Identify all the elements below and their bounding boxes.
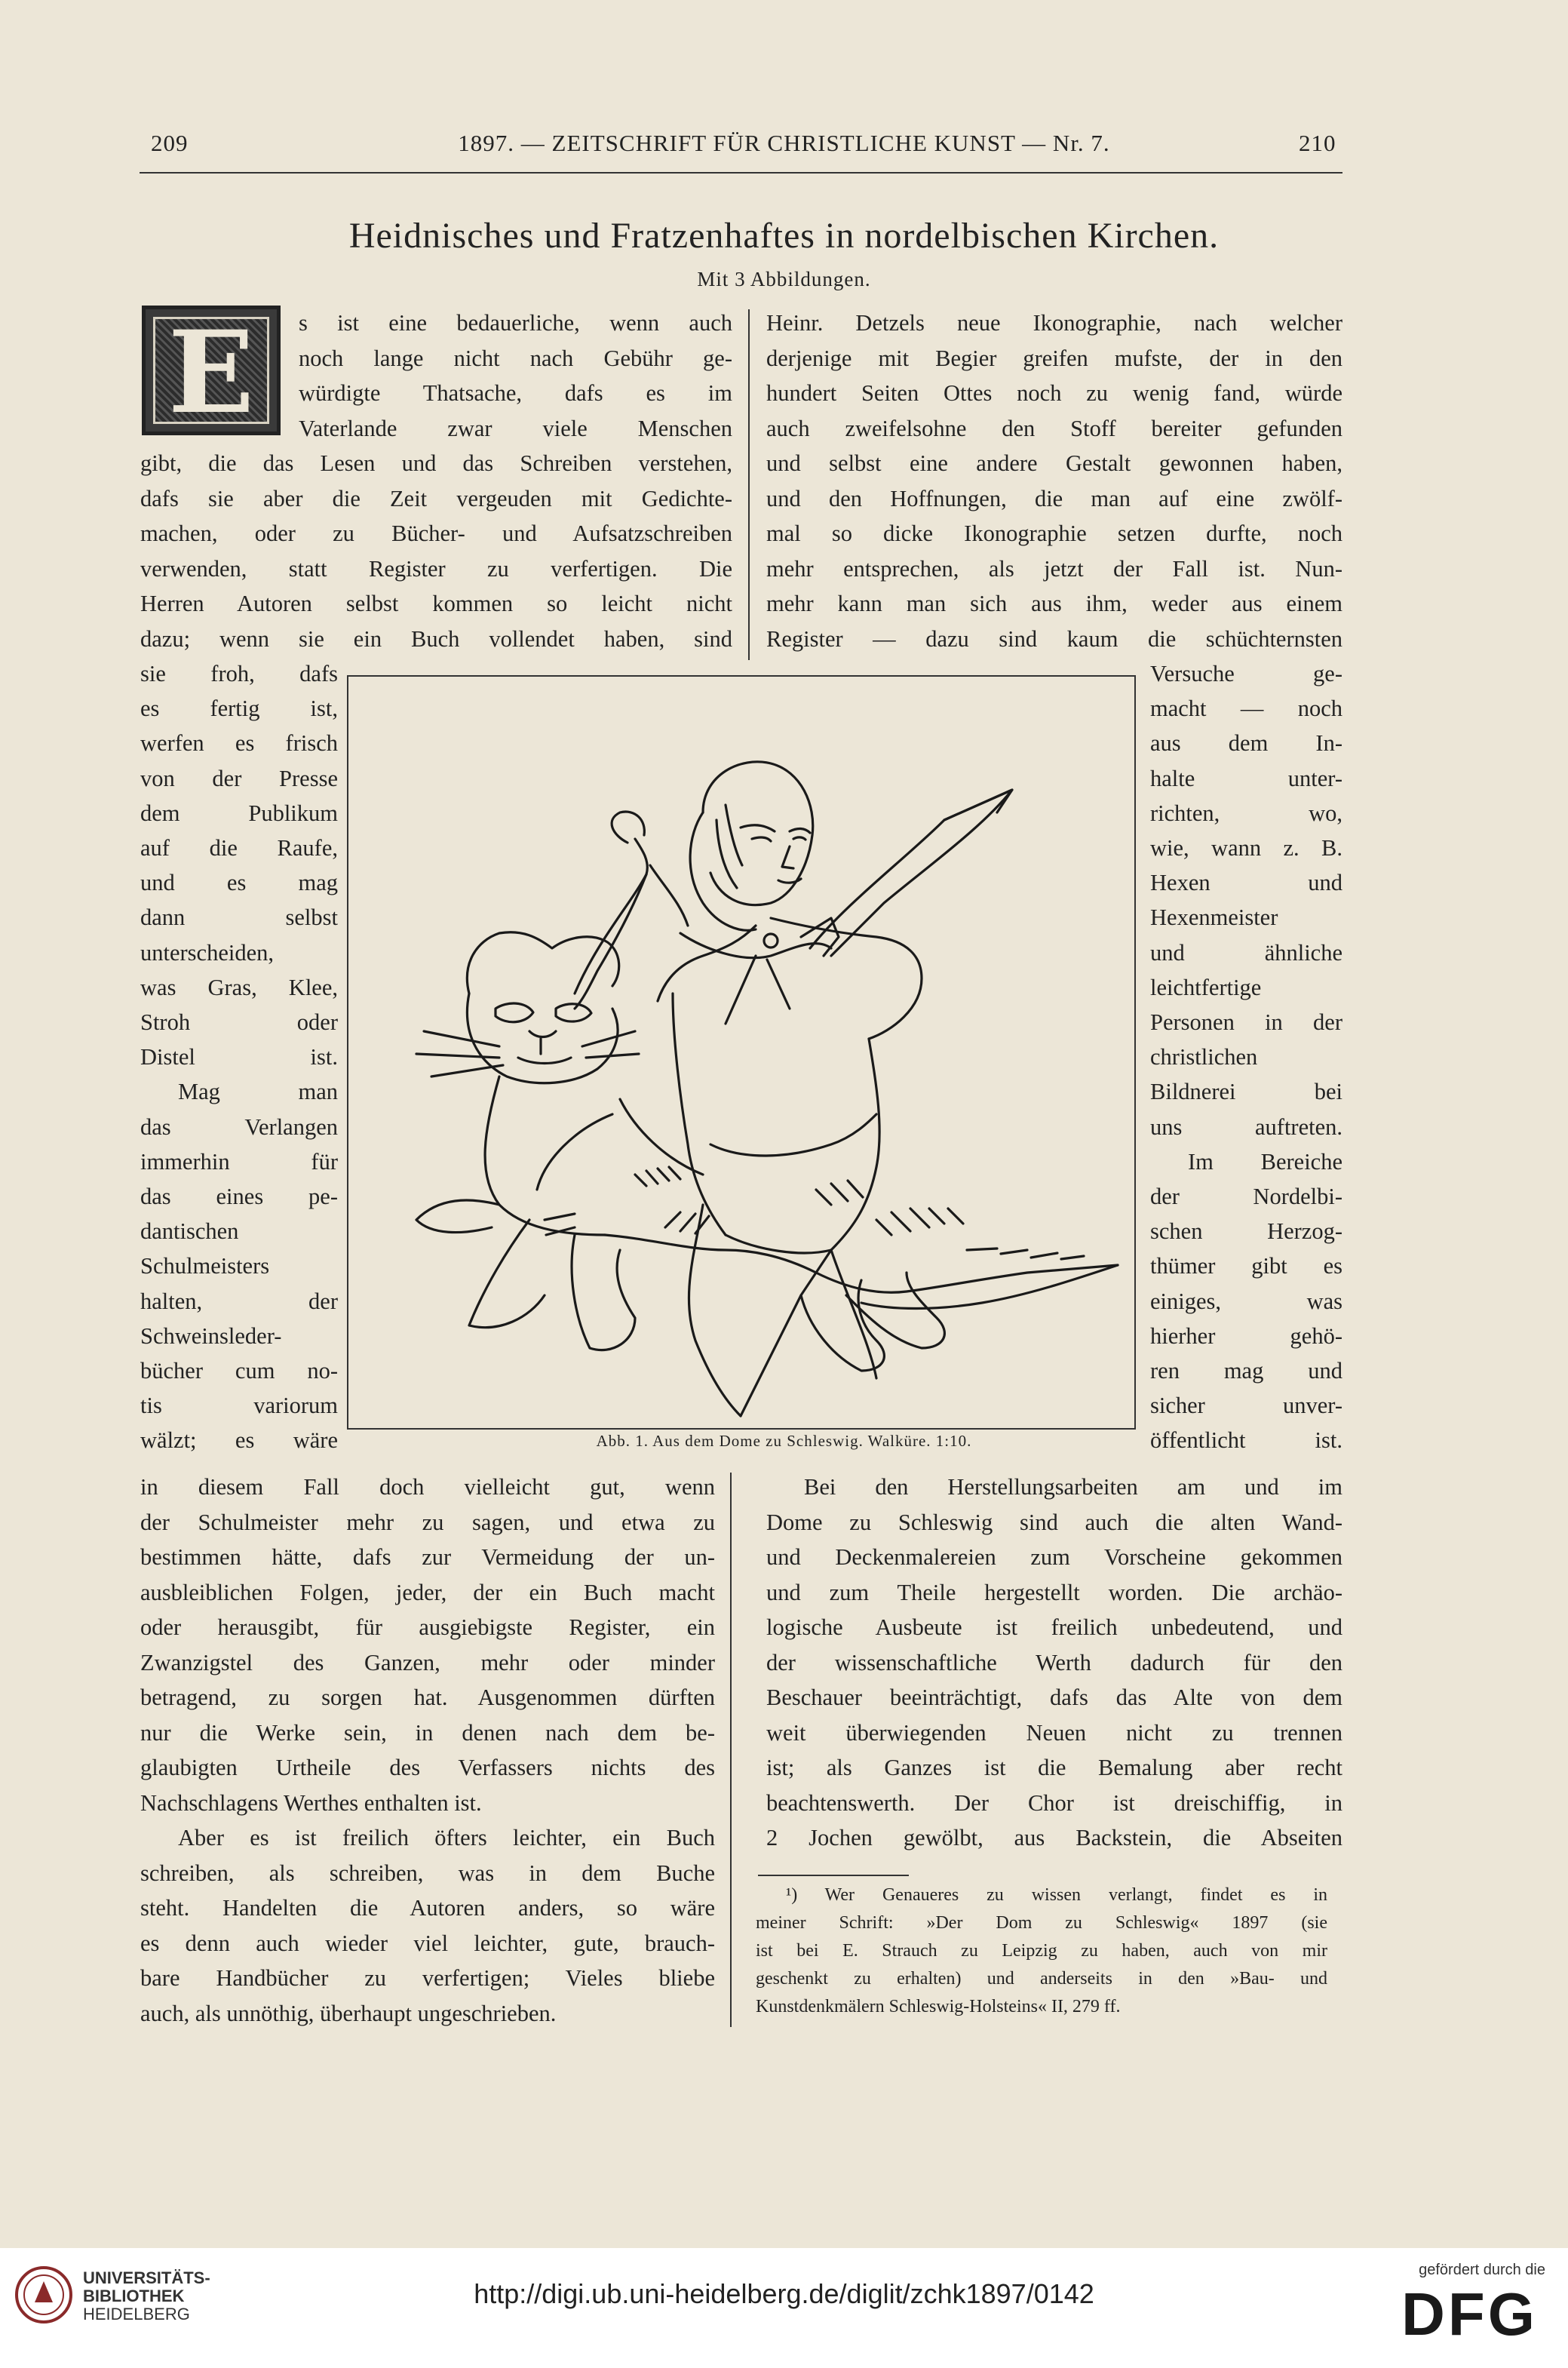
figure-caption: Abb. 1. Aus dem Dome zu Schleswig. Walküre. 1:10. bbox=[596, 1432, 972, 1450]
bottom-right-line: und Deckenmalereien zum Vorscheine gekommen bbox=[766, 1544, 1342, 1570]
bottom-right-line: weit überwiegenden Neuen nicht zu trennen bbox=[766, 1719, 1342, 1746]
bottom-left-line: bare Handbücher zu verfertigen; Vieles bliebe bbox=[140, 1965, 715, 1991]
bottom-left-line: es denn auch wieder viel leichter, gute, brauch- bbox=[140, 1930, 715, 1956]
dfg-logo: DFG bbox=[1401, 2280, 1538, 2348]
narrow-left-line: das Verlangen bbox=[140, 1113, 338, 1140]
narrow-left-line: werfen es frisch bbox=[140, 730, 338, 757]
top-left-line: dafs sie aber die Zeit vergeuden mit Gedichte- bbox=[140, 485, 732, 511]
narrow-right-line: Bildnerei bei bbox=[1150, 1079, 1342, 1105]
narrow-left-line: Mag man bbox=[178, 1079, 338, 1105]
narrow-right-line: uns auftreten. bbox=[1150, 1113, 1342, 1140]
narrow-left-line: Stroh oder bbox=[140, 1009, 338, 1035]
bottom-right-line: der wissenschaftliche Werth dadurch für den bbox=[766, 1649, 1342, 1675]
top-left-line: Vaterlande zwar viele Menschen bbox=[299, 415, 732, 441]
digital-url-link[interactable]: http://digi.ub.uni-heidelberg.de/diglit/zchk1897/0142 bbox=[474, 2278, 1094, 2309]
figure-walkuere bbox=[347, 675, 1136, 1430]
narrow-left-line: halten, der bbox=[140, 1288, 338, 1314]
narrow-right-line: Personen in der bbox=[1150, 1009, 1342, 1035]
narrow-right-line: der Nordelbi- bbox=[1150, 1184, 1342, 1209]
narrow-right-line: Versuche ge- bbox=[1150, 661, 1342, 686]
narrow-right-line: Im Bereiche bbox=[1188, 1148, 1342, 1175]
narrow-right-line: thümer gibt es bbox=[1150, 1253, 1342, 1279]
narrow-left-line: dann selbst bbox=[140, 905, 338, 931]
page-number-left: 209 bbox=[151, 130, 189, 156]
top-right-line: auch zweifelsohne den Stoff bereiter gefunden bbox=[766, 415, 1342, 441]
narrow-right-line: wie, wann z. B. bbox=[1150, 835, 1342, 861]
narrow-left-line: Schweinsleder- bbox=[140, 1322, 282, 1349]
footer-bar bbox=[0, 2248, 1568, 2368]
narrow-left-line: tis variorum bbox=[140, 1393, 338, 1419]
bottom-right-line: Bei den Herstellungsarbeiten am und im bbox=[804, 1474, 1342, 1500]
bottom-right-line: ist; als Ganzes ist die Bemalung aber recht bbox=[766, 1755, 1342, 1780]
bottom-left-line: glaubigten Urtheile des Verfassers nichts des bbox=[140, 1755, 715, 1780]
bottom-left-line: Aber es ist freilich öfters leichter, ein Buch bbox=[178, 1825, 715, 1850]
footnote-line: geschenkt zu erhalten) und anderseits in den »Bau- und bbox=[756, 1969, 1327, 1989]
footnote-line: meiner Schrift: »Der Dom zu Schleswig« 1897 (sie bbox=[756, 1913, 1327, 1933]
top-left-line: gibt, die das Lesen und das Schreiben verstehen, bbox=[140, 450, 732, 476]
top-right-line: mal so dicke Ikonographie setzen durfte, noch bbox=[766, 521, 1342, 546]
bottom-left-line: der Schulmeister mehr zu sagen, und etwa zu bbox=[140, 1509, 715, 1535]
narrow-right-line: sicher unver- bbox=[1150, 1393, 1342, 1419]
top-left-line: machen, oder zu Bücher- und Aufsatzschreiben bbox=[140, 521, 732, 546]
top-left-line: würdigte Thatsache, dafs es im bbox=[299, 380, 732, 406]
narrow-right-line: macht — noch bbox=[1150, 696, 1342, 722]
top-left-line: noch lange nicht nach Gebühr ge- bbox=[299, 345, 732, 371]
narrow-right-line: hierher gehö- bbox=[1150, 1322, 1342, 1349]
top-right-line: hundert Seiten Ottes noch zu wenig fand, würde bbox=[766, 380, 1342, 406]
narrow-left-line: auf die Raufe, bbox=[140, 835, 338, 861]
top-left-line: dazu; wenn sie ein Buch vollendet haben, sind bbox=[140, 625, 732, 652]
bottom-left-line: ausbleiblichen Folgen, jeder, der ein Buch macht bbox=[140, 1579, 715, 1605]
bottom-left-line: auch, als unnöthig, überhaupt ungeschrieben. bbox=[140, 2000, 557, 2026]
narrow-left-line: und es mag bbox=[140, 870, 338, 896]
footnote-line: ist bei E. Strauch zu Leipzig zu haben, auch von mir bbox=[756, 1941, 1327, 1961]
bottom-right-line: und zum Theile hergestellt worden. Die archäo- bbox=[766, 1579, 1342, 1605]
bottom-right-line: Dome zu Schleswig sind auch die alten Wand- bbox=[766, 1509, 1342, 1535]
bottom-left-line: oder herausgibt, für ausgiebigste Register, ein bbox=[140, 1614, 715, 1640]
bottom-left-line: schreiben, als schreiben, was in dem Buche bbox=[140, 1860, 715, 1886]
narrow-right-line: Hexen und bbox=[1150, 870, 1342, 896]
narrow-left-line: wälzt; es wäre bbox=[140, 1427, 338, 1454]
top-right-line: mehr entsprechen, als jetzt der Fall ist. Nun- bbox=[766, 555, 1342, 582]
narrow-right-line: ren mag und bbox=[1150, 1358, 1342, 1384]
narrow-right-line: öffentlicht ist. bbox=[1150, 1427, 1342, 1454]
bottom-left-line: Nachschlagens Werthes enthalten ist. bbox=[140, 1789, 482, 1816]
column-divider-top bbox=[748, 309, 750, 660]
bottom-left-line: bestimmen hätte, dafs zur Vermeidung der un- bbox=[140, 1544, 715, 1570]
drop-cap-letter: E bbox=[167, 306, 255, 439]
narrow-left-line: unterscheiden, bbox=[140, 939, 274, 966]
narrow-left-line: von der Presse bbox=[140, 765, 338, 791]
library-name-line2: BIBLIOTHEK bbox=[83, 2287, 185, 2305]
narrow-left-line: immerhin für bbox=[140, 1148, 338, 1175]
narrow-right-line: halte unter- bbox=[1150, 765, 1342, 791]
article-subtitle: Mit 3 Abbildungen. bbox=[697, 268, 871, 290]
narrow-left-line: Distel ist. bbox=[140, 1044, 338, 1070]
narrow-left-line: bücher cum no- bbox=[140, 1358, 338, 1384]
narrow-left-line: dem Publikum bbox=[140, 800, 338, 826]
top-right-line: Heinr. Detzels neue Ikonographie, nach welcher bbox=[766, 310, 1342, 336]
footnote-line: Kunstdenkmälern Schleswig-Holsteins« II, 279 ff. bbox=[756, 1997, 1121, 2016]
narrow-left-line: was Gras, Klee, bbox=[140, 974, 338, 1000]
bottom-left-line: nur die Werke sein, in denen nach dem be- bbox=[140, 1719, 715, 1746]
narrow-right-line: schen Herzog- bbox=[1150, 1218, 1342, 1245]
bottom-left-line: betragend, zu sorgen hat. Ausgenommen dürften bbox=[140, 1685, 715, 1710]
bottom-left-line: in diesem Fall doch vielleicht gut, wenn bbox=[140, 1474, 715, 1500]
narrow-right-line: aus dem In- bbox=[1150, 730, 1342, 757]
narrow-right-line: Hexenmeister bbox=[1150, 905, 1278, 931]
narrow-left-line: dantischen bbox=[140, 1218, 239, 1245]
narrow-right-line: und ähnliche bbox=[1150, 939, 1342, 966]
drop-cap-initial bbox=[142, 306, 281, 439]
page-number-right: 210 bbox=[1299, 130, 1336, 156]
header-rule bbox=[140, 172, 1342, 174]
top-right-line: derjenige mit Begier greifen mufste, der in den bbox=[766, 345, 1342, 371]
library-name-line1: UNIVERSITÄTS- bbox=[83, 2268, 210, 2287]
top-right-line: Register — dazu sind kaum die schüchternsten bbox=[766, 625, 1342, 652]
walkuere-illustration bbox=[348, 677, 1134, 1428]
narrow-left-line: Schulmeisters bbox=[140, 1253, 270, 1279]
running-header: 1897. — ZEITSCHRIFT FÜR CHRISTLICHE KUNST — Nr. 7. bbox=[458, 130, 1110, 156]
narrow-left-line: das eines pe- bbox=[140, 1184, 338, 1209]
bottom-right-line: logische Ausbeute ist freilich unbedeutend, und bbox=[766, 1614, 1342, 1640]
top-left-line: s ist eine bedauerliche, wenn auch bbox=[299, 310, 732, 336]
bottom-right-line: beachtenswerth. Der Chor ist dreischiffig, in bbox=[766, 1789, 1342, 1816]
top-right-line: und den Hoffnungen, die man auf eine zwölf- bbox=[766, 485, 1342, 511]
library-name-line3: HEIDELBERG bbox=[83, 2305, 190, 2323]
narrow-left-line: sie froh, dafs bbox=[140, 661, 338, 686]
bottom-left-line: steht. Handelten die Autoren anders, so wäre bbox=[140, 1895, 715, 1921]
funding-text: gefördert durch die bbox=[1419, 2262, 1545, 2278]
narrow-right-line: einiges, was bbox=[1150, 1288, 1342, 1314]
narrow-right-line: leichtfertige bbox=[1150, 974, 1262, 1000]
column-divider-bottom bbox=[730, 1473, 732, 2027]
bottom-right-line: Beschauer beeinträchtigt, dafs das Alte von dem bbox=[766, 1685, 1342, 1710]
top-left-line: Herren Autoren selbst kommen so leicht nicht bbox=[140, 591, 732, 616]
article-title: Heidnisches und Fratzenhaftes in nordelbischen Kirchen. bbox=[348, 216, 1220, 256]
top-right-line: mehr kann man sich aus ihm, weder aus einem bbox=[766, 591, 1342, 616]
footnote-line: ¹) Wer Genaueres zu wissen verlangt, findet es in bbox=[786, 1885, 1327, 1905]
narrow-left-line: es fertig ist, bbox=[140, 696, 338, 722]
top-left-line: verwenden, statt Register zu verfertigen. Die bbox=[140, 555, 732, 582]
bottom-left-line: Zwanzigstel des Ganzen, mehr oder minder bbox=[140, 1649, 715, 1675]
narrow-right-line: christlichen bbox=[1150, 1044, 1258, 1070]
top-right-line: und selbst eine andere Gestalt gewonnen haben, bbox=[766, 450, 1342, 476]
narrow-right-line: richten, wo, bbox=[1150, 800, 1342, 826]
bottom-right-line: 2 Jochen gewölbt, aus Backstein, die Abseiten bbox=[766, 1825, 1342, 1850]
footnote-rule bbox=[758, 1875, 909, 1876]
